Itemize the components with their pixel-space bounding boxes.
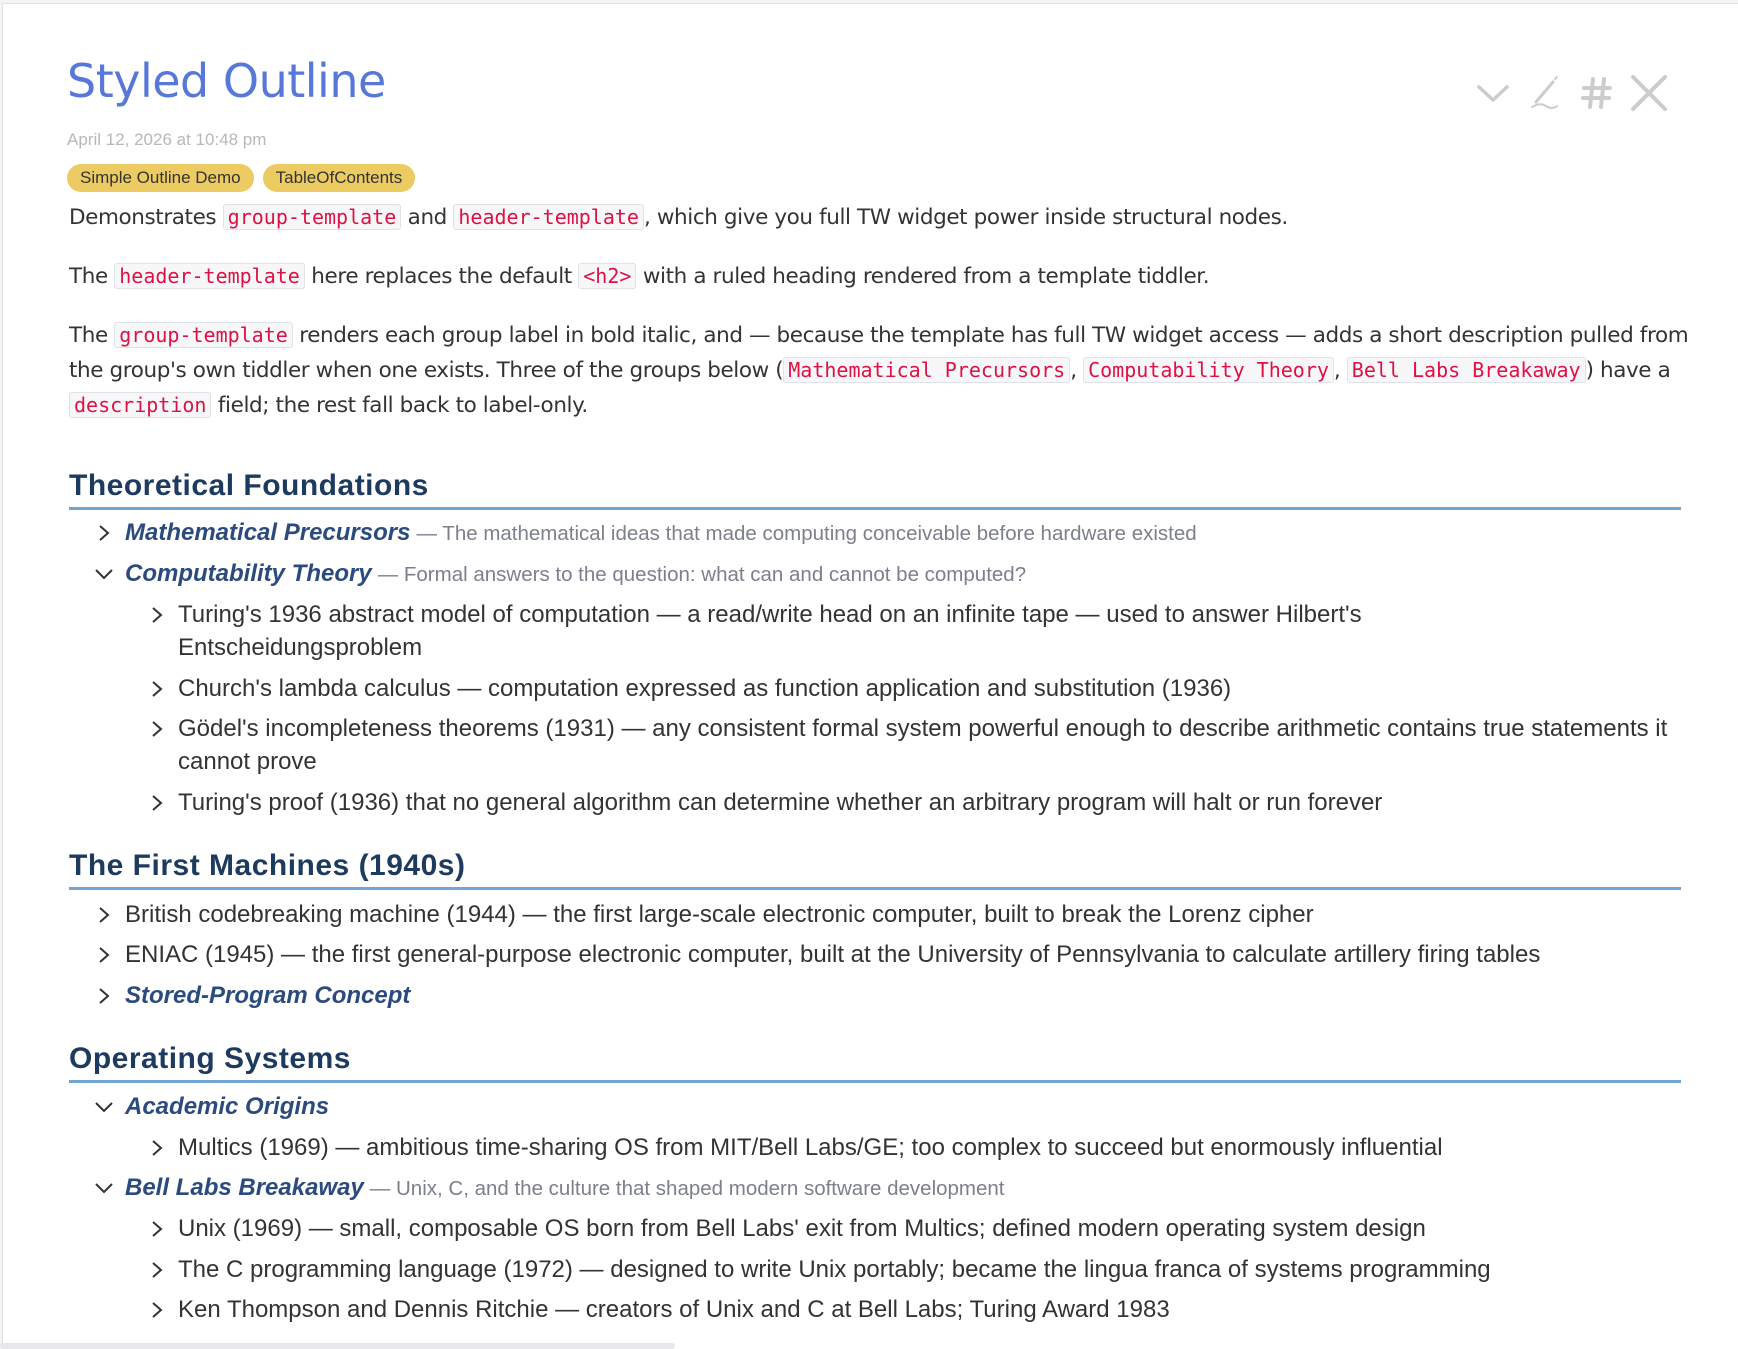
outline-item [148,786,1688,819]
outline-item [95,898,1314,931]
group-label[interactable]: Bell Labs Breakaway [125,1174,364,1201]
chevron-right-icon [95,906,113,924]
code-header-template: header-template [453,204,644,230]
expand-toggle[interactable] [148,1293,170,1326]
tag-simple-outline-demo[interactable]: Simple Outline Demo [67,164,254,192]
permalink-button[interactable] [1578,74,1616,112]
group-description: — Unix, C, and the culture that shaped modern software development [369,1177,1005,1200]
item-text: British codebreaking machine (1944) — the first large-scale electronic computer, built to break the Lorenz cipher [125,901,1314,928]
outline-item [148,672,1688,705]
group-label[interactable]: Computability Theory [125,560,372,587]
text: here replaces the default [304,264,579,289]
intro-paragraph-3 [69,318,1689,423]
code-description: description [69,392,211,418]
group-description: — Formal answers to the question: what can and cannot be computed? [377,563,1027,586]
tag-table-of-contents[interactable]: TableOfContents [263,164,416,192]
collapse-toggle[interactable] [95,1171,117,1204]
chevron-down-icon [95,1098,113,1116]
expand-toggle[interactable] [148,712,170,745]
outline-item [148,1212,1688,1245]
code-group-template: group-template [223,204,402,230]
collapse-toggle[interactable] [95,557,117,590]
text: , [1070,358,1084,383]
expand-toggle[interactable] [95,979,117,1012]
item-text: Gödel's incompleteness theorems (1931) — any consistent formal system powerful enough to describe arithmetic contains true statements it cannot prove [178,715,1668,775]
expand-toggle[interactable] [148,672,170,705]
text: The [69,323,115,348]
tiddler-title: Styled Outline [67,54,386,108]
chevron-right-icon [148,606,166,624]
expand-toggle[interactable] [148,786,170,819]
expand-toggle[interactable] [95,938,117,971]
group-description: — The mathematical ideas that made computing conceivable before hardware existed [416,522,1197,545]
expand-toggle[interactable] [148,1253,170,1286]
outline-item [148,1131,1688,1164]
group-label[interactable]: Mathematical Precursors [125,519,411,546]
more-actions-button[interactable] [1474,74,1512,112]
tiddler-frame [2,3,1738,1349]
expand-toggle[interactable] [148,1131,170,1164]
outline-group [95,1171,1005,1205]
chevron-right-icon [148,1220,166,1238]
code-computability-theory: Computability Theory [1083,357,1334,383]
outline-group [95,557,1026,591]
text: , [1333,358,1347,383]
outline-item [148,1253,1688,1286]
expand-toggle[interactable] [148,598,170,631]
outline-group [95,1090,329,1123]
text: with a ruled heading rendered from a template tiddler. [636,264,1210,289]
pencil-icon [1526,74,1564,112]
chevron-down-icon [95,565,113,583]
section-heading: Operating Systems [69,1042,1681,1083]
outline-group [95,516,1197,550]
outline-item [148,1293,1688,1326]
intro-paragraph-1 [69,200,1689,235]
item-text: Turing's 1936 abstract model of computation — a read/write head on an infinite tape — used to answer Hilbert's Entscheidungsproblem [178,601,1362,661]
item-text: Multics (1969) — ambitious time-sharing OS from MIT/Bell Labs/GE; too complex to succeed but enormously influential [178,1134,1443,1161]
tiddler-date: April 12, 2026 at 10:48 pm [67,130,267,149]
item-text: ENIAC (1945) — the first general-purpose electronic computer, built at the University of Pennsylvania to calculate artillery firing tables [125,941,1541,968]
section-heading: Theoretical Foundations [69,469,1681,510]
text: The [69,264,115,289]
group-label[interactable]: Academic Origins [125,1093,330,1120]
intro-paragraph-2 [69,259,1689,294]
outline-item [148,598,1688,664]
item-text: Ken Thompson and Dennis Ritchie — creators of Unix and C at Bell Labs; Turing Award 1983 [178,1296,1170,1323]
section-heading: The First Machines (1940s) [69,849,1681,890]
chevron-right-icon [95,987,113,1005]
code-h2: <h2> [578,263,636,289]
item-text: Turing's proof (1936) that no general algorithm can determine whether an arbitrary program will halt or run forever [178,789,1383,816]
text: , which give you full TW widget power inside structural nodes. [643,205,1288,230]
chevron-right-icon [148,720,166,738]
tiddler-controls [1474,74,1668,112]
close-icon [1630,74,1668,112]
item-text: The C programming language (1972) — designed to write Unix portably; became the lingua franca of systems programming [178,1256,1491,1283]
edit-button[interactable] [1526,74,1564,112]
tag-list [67,164,415,192]
chevron-right-icon [148,1139,166,1157]
chevron-right-icon [148,1261,166,1279]
expand-toggle[interactable] [95,898,117,931]
code-group-template: group-template [114,322,293,348]
group-label[interactable]: Stored-Program Concept [125,982,411,1009]
expand-toggle[interactable] [148,1212,170,1245]
text: field; the rest fall back to label-only. [211,393,588,418]
chevron-right-icon [148,680,166,698]
chevron-down-icon [95,1179,113,1197]
horizontal-scrollbar[interactable] [0,1343,675,1349]
code-bell-labs-breakaway: Bell Labs Breakaway [1347,357,1586,383]
item-text: Unix (1969) — small, composable OS born from Bell Labs' exit from Multics; defined modern operating system design [178,1215,1426,1242]
text: and [401,205,454,230]
chevron-right-icon [95,524,113,542]
outline-item [148,712,1688,778]
hash-icon [1578,74,1616,112]
text: ) have a [1585,358,1671,383]
close-button[interactable] [1630,74,1668,112]
collapse-toggle[interactable] [95,1090,117,1123]
chevron-down-icon [1474,74,1512,112]
item-text: Church's lambda calculus — computation expressed as function application and substitution (1936) [178,675,1232,702]
chevron-right-icon [148,794,166,812]
text: renders each group label in bold italic, and — because the template has full TW widget access — adds a short description pulled from the group's own tiddler when one exists. Three of the groups below ( [69,323,1689,383]
code-header-template: header-template [114,263,305,289]
code-mathematical-precursors: Mathematical Precursors [783,357,1070,383]
text: Demonstrates [69,205,223,230]
chevron-right-icon [148,1301,166,1319]
outline-item [95,938,1540,971]
expand-toggle[interactable] [95,516,117,549]
outline-group [95,979,410,1012]
chevron-right-icon [95,946,113,964]
